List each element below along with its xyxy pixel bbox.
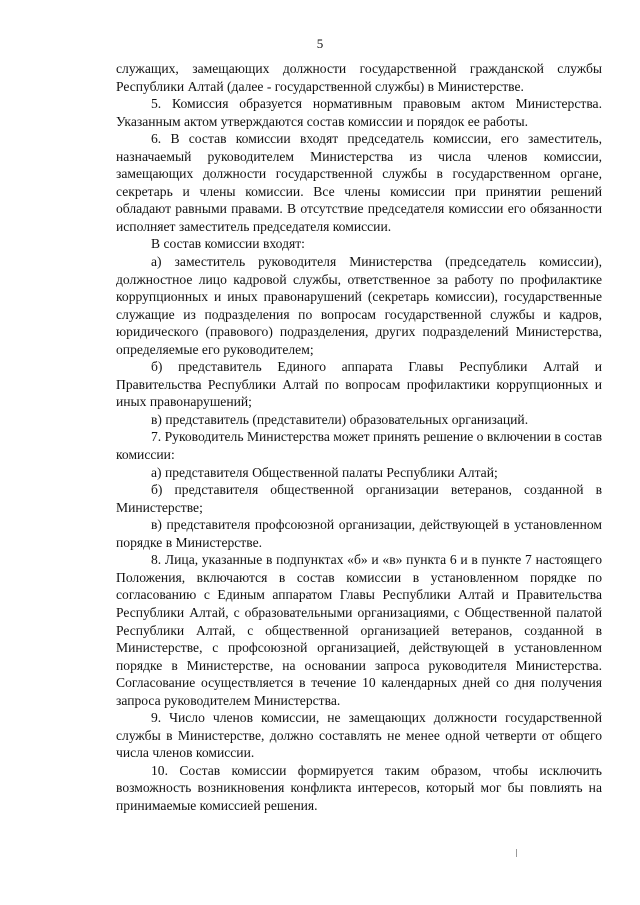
paragraph-clause-7-item-v: в) представителя профсоюзной организации, действующей в установленном порядке в Министерстве.	[116, 517, 602, 550]
paragraph-composition-intro: В состав комиссии входят:	[151, 236, 305, 252]
paragraph-clause-7-item-b: б) представителя общественной организации ветеранов, созданной в Министерстве;	[116, 482, 602, 515]
paragraph-item-v: в) представитель (представители) образовательных организаций.	[151, 411, 529, 427]
paragraph-clause-5: 5. Комиссия образуется нормативным правовым актом Министерства. Указанным актом утверждаются состав комиссии и порядок ее работы.	[116, 96, 602, 129]
paragraph-clause-10: 10. Состав комиссии формируется таким образом, чтобы исключить возможность возникновения конфликта интересов, который мог бы повлиять на принимаемые комиссией решения.	[116, 762, 602, 813]
paragraph-continuation: служащих, замещающих должности государственной гражданской службы Республики Алтай (далее - государственной службы) в Министерстве.	[116, 61, 602, 94]
scan-artifact-mark	[516, 849, 517, 857]
document-body	[116, 60, 602, 815]
paragraph-clause-7-item-a: а) представителя Общественной палаты Республики Алтай;	[151, 464, 498, 480]
paragraph-clause-7: 7. Руководитель Министерства может принять решение о включении в состав комиссии:	[116, 429, 602, 463]
paragraph-clause-9: 9. Число членов комиссии, не замещающих должности государственной службы в Министерстве, должно составлять не менее одной четверти от общего числа членов комиссии.	[116, 710, 602, 761]
paragraph-item-a: а) заместитель руководителя Министерства (председатель комиссии), должностное лицо кадровой службы, ответственное за работу по профилактике коррупционных и иных правонарушений (секретарь комиссии), государственные служащие из подразделения по вопросам государственной службы и кадров, юридического (правового) подразделения, других подразделений Министерства, определяемые его руководителем;	[116, 254, 602, 357]
page-number: 5	[316, 36, 324, 51]
paragraph-clause-6: 6. В состав комиссии входят председатель комиссии, его заместитель, назначаемый руководителем Министерства из числа членов комиссии, замещающих должности государственной службы в государственном органе, секретарь и члены комиссии. Все члены комиссии при принятии решений обладают равными правами. В отсутствие председателя комиссии его обязанности исполняет заместитель председателя комиссии.	[116, 131, 602, 234]
paragraph-clause-8: 8. Лица, указанные в подпунктах «б» и «в» пункта 6 и в пункте 7 настоящего Положения, включаются в состав комиссии в установленном порядке по согласованию с Единым аппаратом Главы Республики Алтай и Правительства Республики Алтай, с образовательными организациями, с Общественной палатой Республики Алтай, с общественной организацией ветеранов, созданной в Министерстве, с профсоюзной организацией, действующей в установленном порядке в Министерстве, на основании запроса руководителя Министерства. Согласование осуществляется в течение 10 календарных дней со дня получения запроса руководителем Министерства.	[116, 552, 602, 708]
paragraph-item-b: б) представитель Единого аппарата Главы Республики Алтай и Правительства Республики Алтай по вопросам профилактики коррупционных и иных правонарушений;	[116, 359, 602, 410]
